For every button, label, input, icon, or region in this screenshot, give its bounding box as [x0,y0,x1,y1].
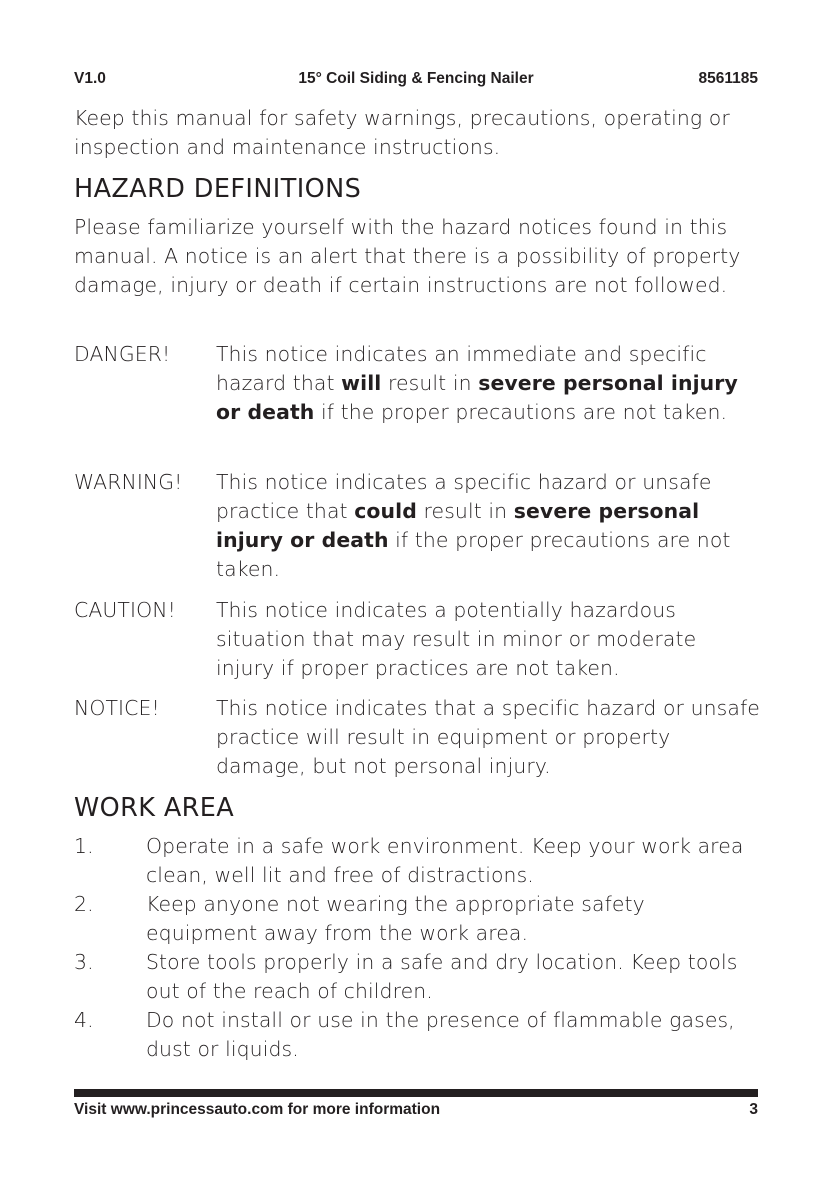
work-area-list [74,832,758,1064]
manual-page [74,0,758,1191]
page-footer [74,1101,758,1123]
hazard-definitions-heading: HAZARD DEFINITIONS [74,174,362,204]
notice-description: This notice indicates a potentially hazardous situation that may result in minor or moderate injury if proper practices are not taken. [216,598,697,680]
list-text: Operate in a safe work environment. Keep your work area clean, well lit and free of distractions. [146,834,744,887]
list-text: Do not install or use in the presence of flammable gases, dust or liquids. [146,1008,735,1061]
list-number: 1. [74,834,94,858]
list-number: 3. [74,950,94,974]
notice-term: WARNING! [74,470,183,494]
running-header [74,70,758,92]
website-notice: Visit www.princessauto.com for more information [74,1101,441,1118]
intro-paragraph: Keep this manual for safety warnings, precautions, operating or inspection and maintenance instructions. [74,106,730,159]
notice-description: This notice indicates that a specific hazard or unsafe practice will result in equipment or property damage, but not personal injury. [216,696,760,778]
notice-term: CAUTION! [74,598,176,622]
notice-description: This notice indicates a specific hazard or unsafe practice that could result in severe personal injury or death if the proper precautions are not taken. [216,470,731,581]
list-item [74,832,758,890]
hazard-intro-paragraph: Please familiarize yourself with the hazard notices found in this manual. A notice is an alert that there is a possibility of property damage, injury or death if certain instructions are not followed. [74,215,741,297]
part-number: 8561185 [698,70,758,87]
list-text: Store tools properly in a safe and dry location. Keep tools out of the reach of children. [146,950,738,1003]
page-number: 3 [749,1101,758,1118]
list-item [74,948,758,1006]
list-item [74,890,758,948]
notice-description: This notice indicates an immediate and specific hazard that will result in severe personal injury or death if the proper precautions are not taken. [216,342,738,424]
list-number: 4. [74,1008,94,1032]
list-number: 2. [74,892,94,916]
version-label: V1.0 [74,70,106,87]
work-area-heading: WORK AREA [74,793,235,823]
footer-divider [74,1089,758,1097]
list-text: Keep anyone not wearing the appropriate safety equipment away from the work area. [146,892,645,945]
notice-term: DANGER! [74,342,171,366]
list-item [74,1006,758,1064]
product-title: 15° Coil Siding & Fencing Nailer [298,70,534,87]
notice-term: NOTICE! [74,696,160,720]
